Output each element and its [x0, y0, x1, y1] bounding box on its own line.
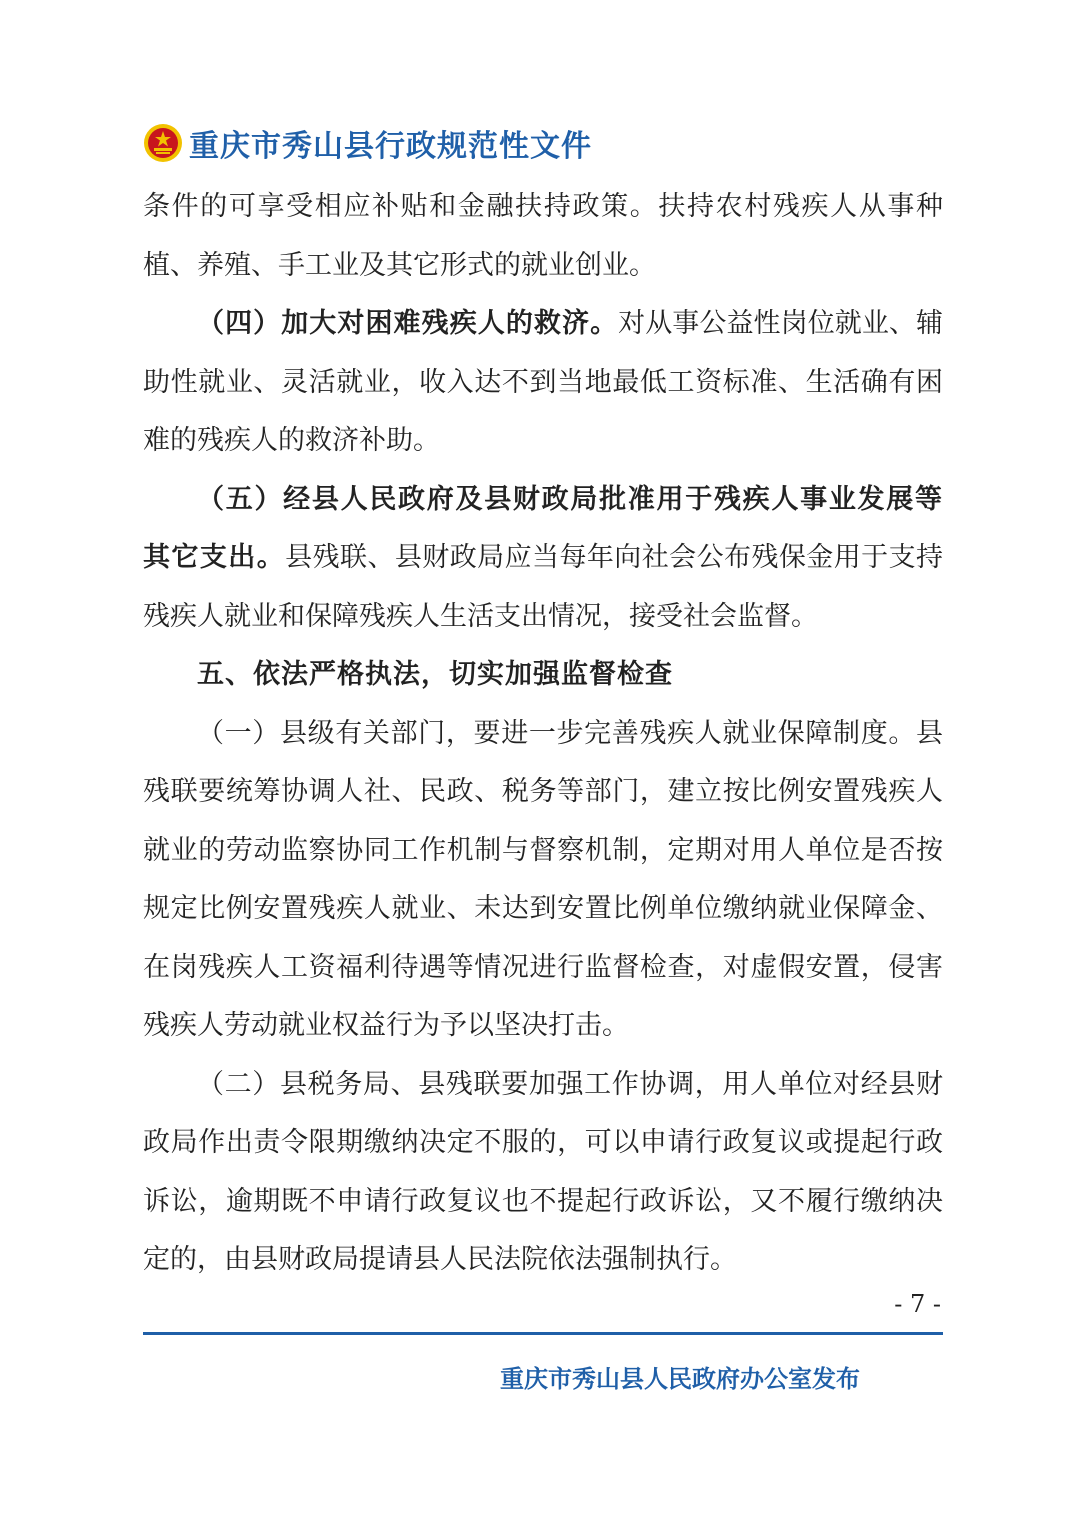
paragraph-item-5: [143, 471, 943, 647]
header-title: 重庆市秀山县行政规范性文件: [189, 129, 592, 164]
document-header: [143, 118, 592, 168]
paragraph-text: 条件的可享受相应补贴和金融扶持政策。扶持农村残疾人从事种植、养殖、手工业及其它形式的就业创业。: [143, 191, 943, 281]
page-number: - 7 -: [894, 1290, 941, 1318]
paragraph-lead: （四）加大对困难残疾人的救济。: [197, 308, 619, 339]
paragraph-text: （一）县级有关部门，要进一步完善残疾人就业保障制度。县残联要统筹协调人社、民政、税务等部门，建立按比例安置残疾人就业的劳动监察协同工作机制与督察机制，定期对用人单位是否按规定比例安置残疾人就业、未达到安置比例单位缴纳就业保障金、在岗残疾人工资福利待遇等情况进行监督检查，对虚假安置，侵害残疾人劳动就业权益行为予以坚决打击。: [143, 717, 943, 1041]
section-heading: 五、依法严格执法，切实加强监督检查: [197, 659, 673, 690]
national-emblem-icon: [143, 123, 183, 163]
paragraph-lead: （五）经县人民政府及县财政局批准用于残疾人事业发展等其它支出。: [143, 483, 943, 573]
paragraph-continued: [143, 178, 943, 295]
paragraph-item-2: [143, 1056, 943, 1290]
paragraph-text: 对从事公益性岗位就业、辅助性就业、灵活就业，收入达不到当地最低工资标准、生活确有困难的残疾人的救济补助。: [143, 308, 944, 456]
footer-divider: [143, 1332, 943, 1335]
paragraph-item-4: [143, 295, 943, 471]
footer-publisher: 重庆市秀山县人民政府办公室发布: [500, 1365, 860, 1393]
document-body: [143, 178, 943, 1290]
paragraph-item-1: [143, 705, 943, 1056]
paragraph-text: 县残联、县财政局应当每年向社会公布残保金用于支持残疾人就业和保障残疾人生活支出情况，接受社会监督。: [143, 542, 944, 632]
paragraph-text: （二）县税务局、县残联要加强工作协调，用人单位对经县财政局作出责令限期缴纳决定不服的，可以申请行政复议或提起行政诉讼，逾期既不申请行政复议也不提起行政诉讼，又不履行缴纳决定的，由县财政局提请县人民法院依法强制执行。: [143, 1068, 943, 1275]
